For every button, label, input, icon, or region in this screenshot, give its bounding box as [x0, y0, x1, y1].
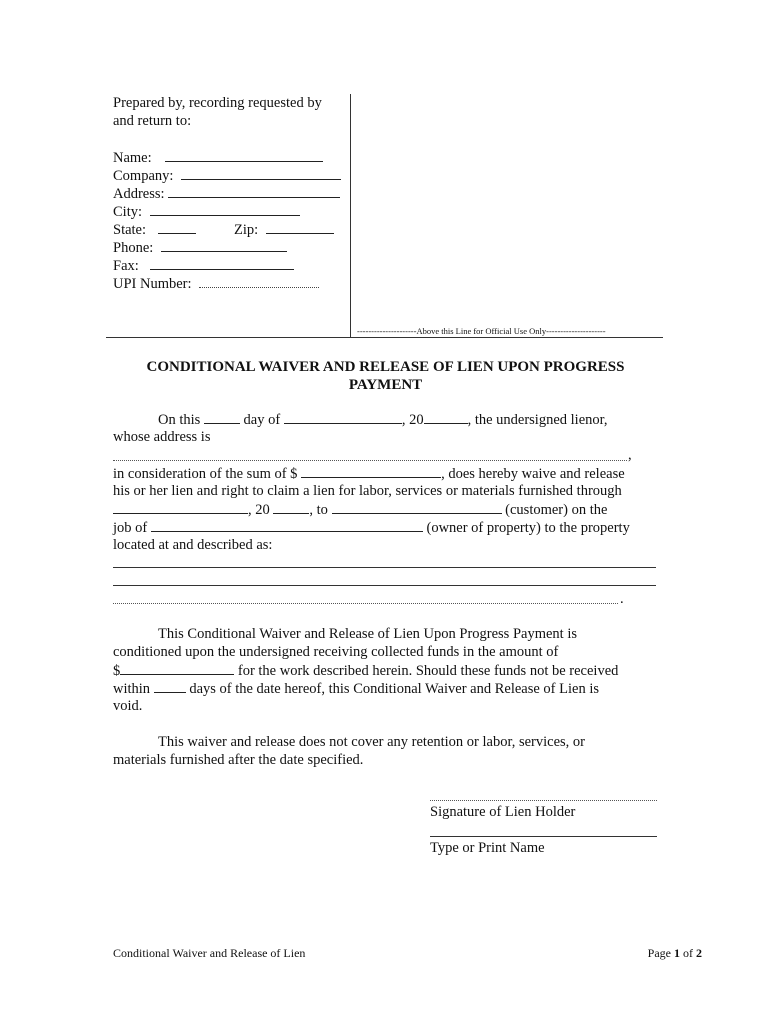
p2-line3-text: for the work described herein. Should these funds not be received: [237, 663, 619, 679]
page-current: 1: [674, 946, 680, 960]
day-field[interactable]: [204, 410, 240, 424]
upi-field[interactable]: [199, 274, 319, 288]
sum-field[interactable]: [301, 464, 441, 478]
signature-label: Signature of Lien Holder: [430, 804, 576, 820]
name-field[interactable]: [165, 148, 323, 162]
p1-line6: [113, 500, 607, 519]
upi-row: [113, 274, 319, 293]
customer-text: (customer) on the: [505, 502, 608, 518]
on-this-text: On this: [158, 412, 201, 428]
lienor-address-field[interactable]: [113, 460, 627, 461]
through-year-field[interactable]: [273, 500, 309, 514]
days-field[interactable]: [154, 679, 186, 693]
page-number: [648, 946, 702, 961]
p1-line7: [113, 518, 630, 537]
customer-field[interactable]: [332, 500, 502, 514]
fax-row: [113, 256, 294, 275]
company-field[interactable]: [181, 166, 341, 180]
zip-field[interactable]: [266, 220, 334, 234]
located-text: located at and described as:: [113, 537, 273, 553]
prepared-by-text: Prepared by, recording requested by: [113, 95, 322, 111]
company-label: Company:: [113, 168, 174, 184]
address-comma: ,: [628, 447, 632, 463]
job-of-text: job of: [113, 520, 148, 536]
title-line-2: PAYMENT: [348, 377, 423, 393]
waive-text: , does hereby waive and release: [441, 466, 625, 482]
p3-line2: materials furnished after the date specified.: [113, 752, 364, 768]
state-row: [113, 220, 196, 239]
fax-field[interactable]: [150, 256, 294, 270]
through-year-prefix: , 20: [248, 502, 270, 518]
official-use-text: ---------------------Above this Line for Official Use Only---------------------: [357, 326, 606, 336]
state-label: State:: [113, 222, 147, 238]
address-field[interactable]: [168, 184, 340, 198]
p2-line4-text: days of the date hereof, this Conditional Waiver and Release of Lien is: [189, 681, 599, 697]
year-field[interactable]: [424, 410, 468, 424]
whose-address-text: whose address is: [113, 429, 211, 445]
return-to-text: and return to:: [113, 113, 192, 129]
p1-line4: [113, 464, 625, 483]
owner-text: (owner of property) to the property: [426, 520, 630, 536]
property-line-2[interactable]: [113, 585, 656, 586]
page-of: of: [683, 946, 693, 960]
phone-row: [113, 238, 287, 257]
state-field[interactable]: [158, 220, 196, 234]
day-of-text: day of: [243, 412, 281, 428]
p2-line5: void.: [113, 698, 143, 714]
within-text: within: [113, 681, 151, 697]
name-row: [113, 148, 323, 167]
undersigned-text: , the undersigned lienor,: [467, 412, 608, 428]
property-period: .: [620, 591, 624, 607]
zip-label: Zip:: [234, 222, 259, 238]
company-row: [113, 166, 341, 185]
p3-line1: This waiver and release does not cover any retention or labor, services, or: [158, 734, 586, 750]
signature-line[interactable]: [430, 800, 657, 801]
city-field[interactable]: [150, 202, 300, 216]
year-prefix-text: , 20: [401, 412, 424, 428]
to-text: , to: [309, 502, 328, 518]
p2-line2: conditioned upon the undersigned receiving collected funds in the amount of: [113, 644, 559, 660]
month-field[interactable]: [284, 410, 402, 424]
title-line-1: CONDITIONAL WAIVER AND RELEASE OF LIEN UPON PROGRESS: [146, 359, 625, 375]
print-name-label: Type or Print Name: [430, 840, 545, 856]
official-use-line: [106, 337, 663, 338]
upi-label: UPI Number:: [113, 276, 192, 292]
page-prefix: Page: [647, 946, 671, 960]
p2-line3: [113, 661, 618, 680]
vertical-divider: [350, 94, 351, 337]
city-label: City:: [113, 204, 143, 220]
print-name-line[interactable]: [430, 836, 657, 837]
p2-line4: [113, 679, 599, 698]
funds-amount-field[interactable]: [120, 661, 234, 675]
fax-label: Fax:: [113, 258, 139, 274]
phone-field[interactable]: [161, 238, 287, 252]
name-label: Name:: [113, 150, 152, 166]
page-total: 2: [696, 946, 702, 960]
through-date-field[interactable]: [113, 500, 248, 514]
his-her-text: his or her lien and right to claim a lien for labor, services or materials furnished through: [113, 483, 622, 499]
p1-line1: [158, 410, 608, 429]
dollar-sign: $: [113, 663, 121, 679]
consideration-text: in consideration of the sum of $: [113, 466, 298, 482]
property-line-1[interactable]: [113, 567, 656, 568]
zip-row: [234, 220, 334, 239]
address-label: Address:: [113, 186, 165, 202]
phone-label: Phone:: [113, 240, 154, 256]
owner-field[interactable]: [151, 518, 423, 532]
city-row: [113, 202, 300, 221]
address-row: [113, 184, 340, 203]
property-line-3[interactable]: [113, 603, 618, 604]
footer-title: Conditional Waiver and Release of Lien: [113, 946, 306, 960]
p2-line1: This Conditional Waiver and Release of Lien Upon Progress Payment is: [158, 626, 577, 642]
document-title: [113, 358, 658, 394]
